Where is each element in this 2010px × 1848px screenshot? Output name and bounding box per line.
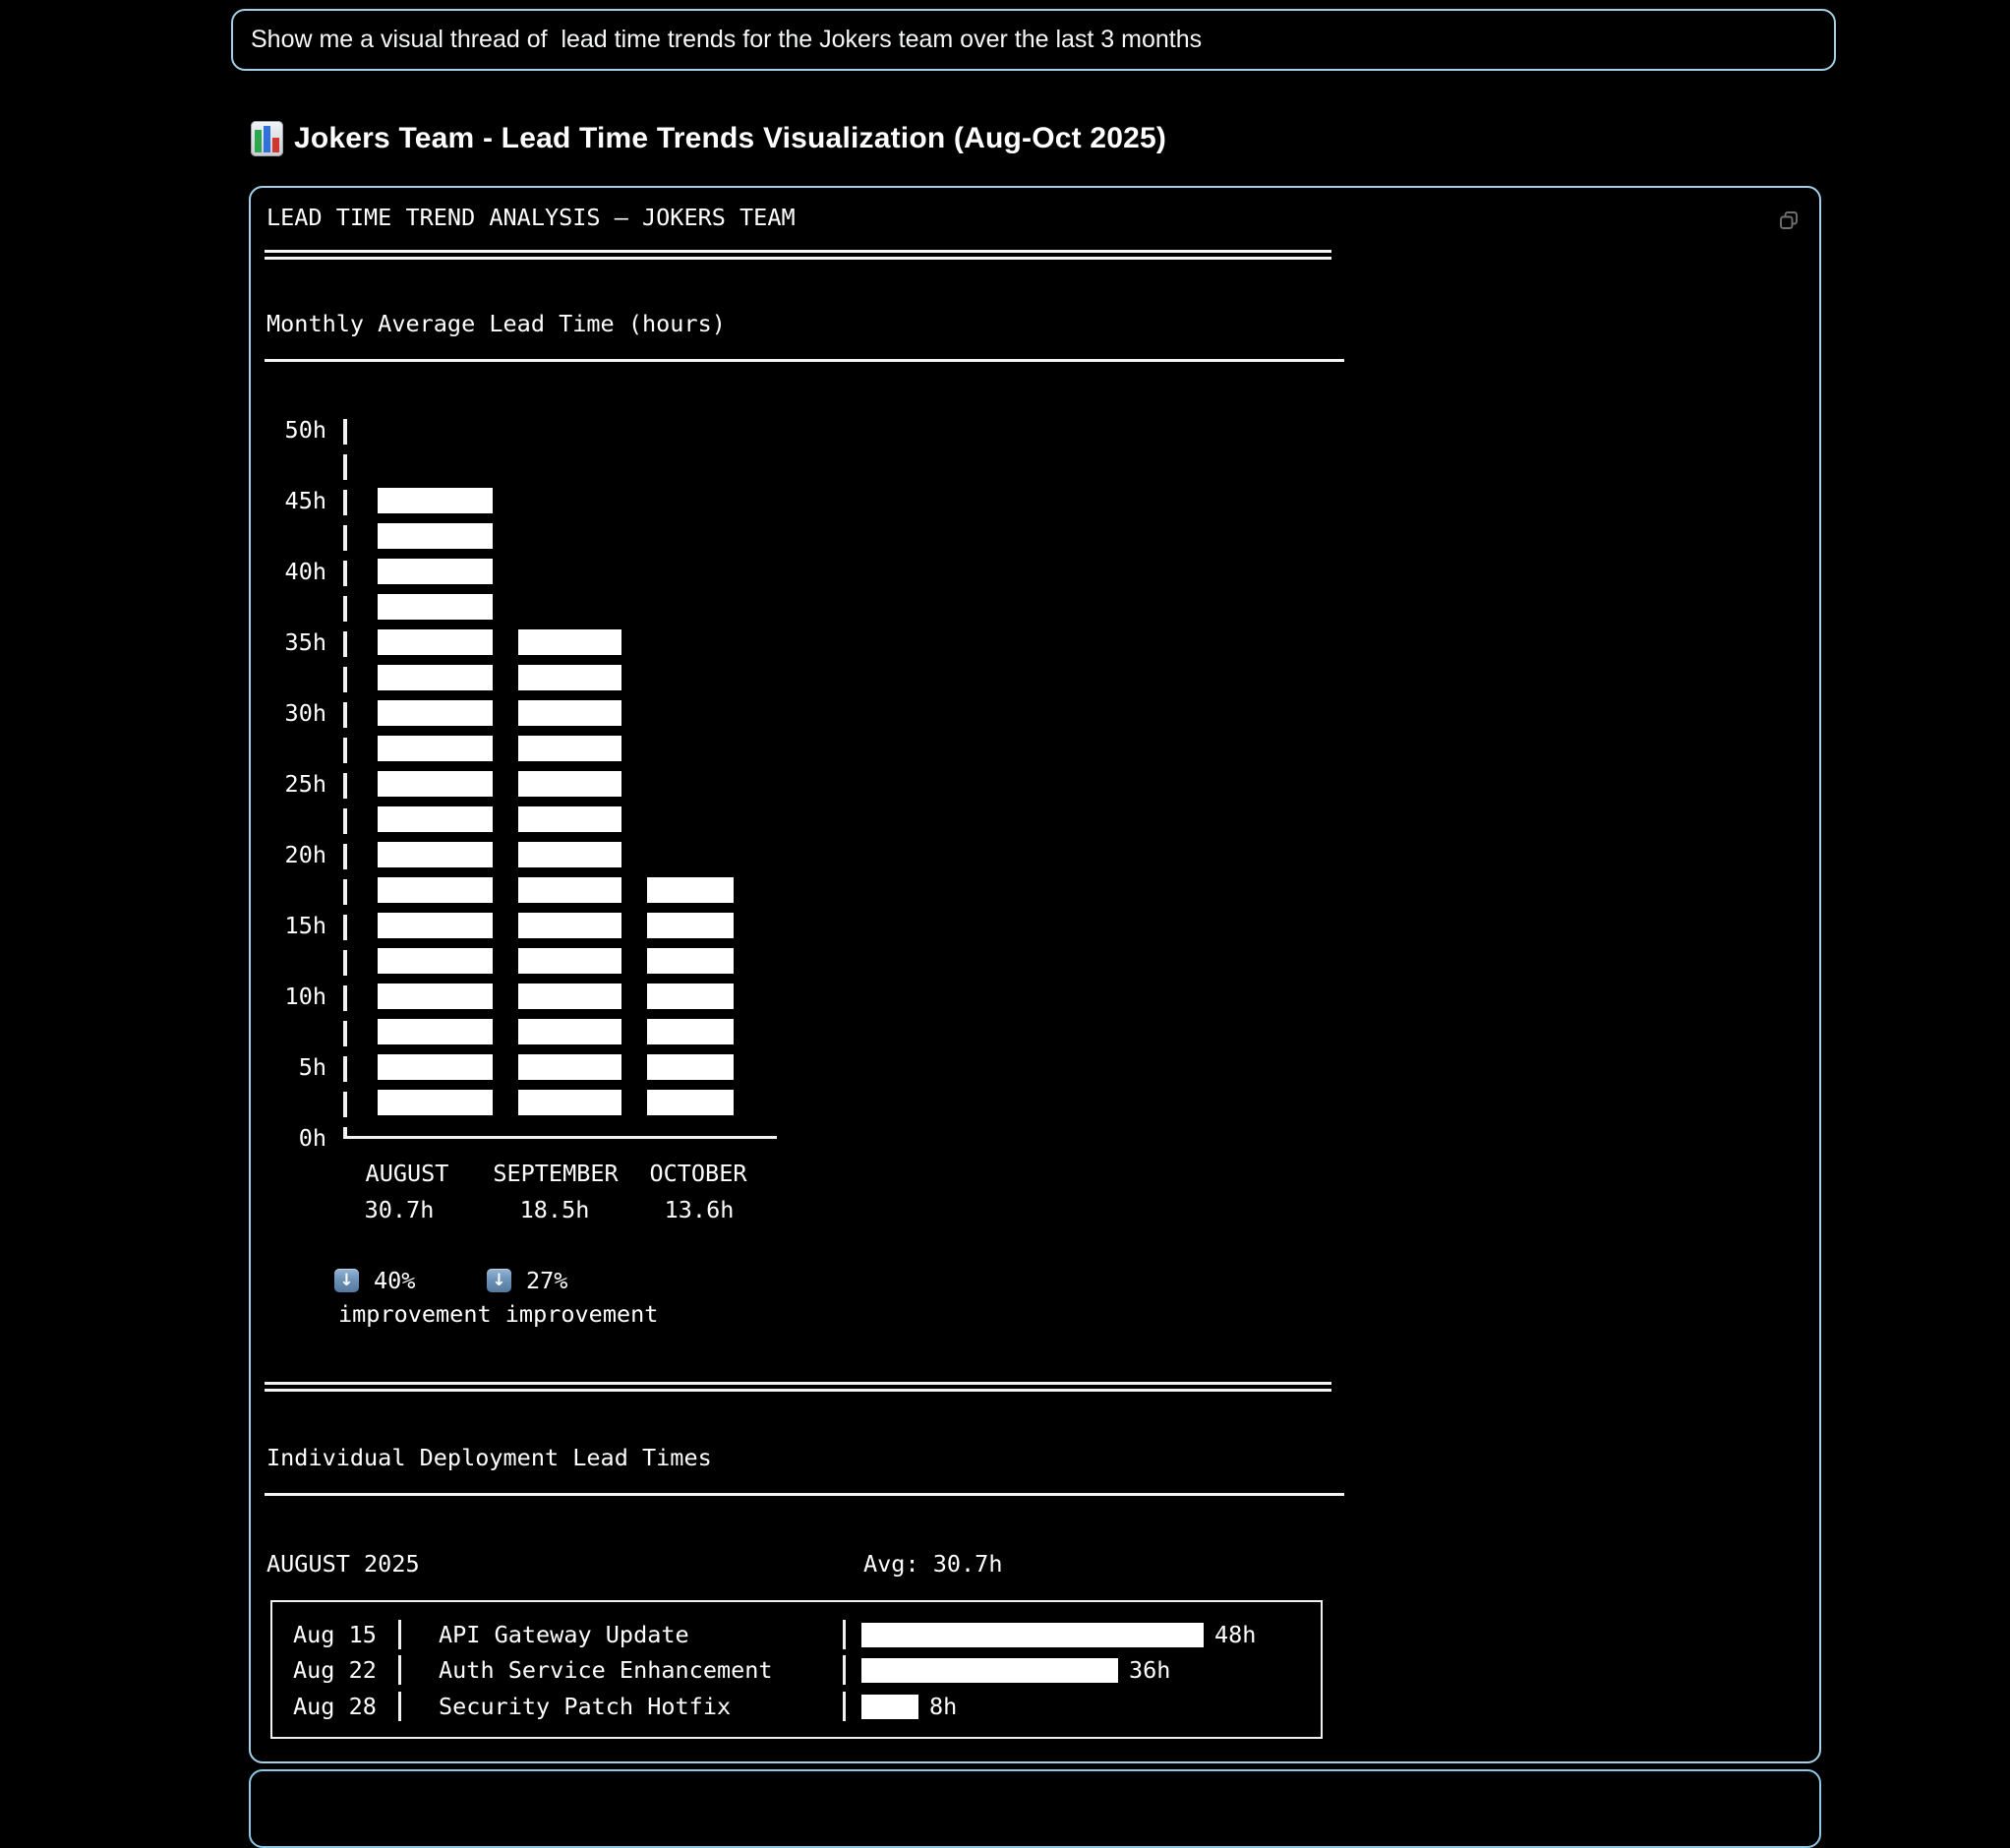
row-hours: 8h: [929, 1693, 958, 1720]
y-tick-label: 0h: [298, 1124, 326, 1152]
bar-segment: [647, 948, 734, 974]
x-axis-baseline: [343, 1136, 777, 1139]
bar-segment: [647, 1019, 734, 1044]
bar-chart-emoji-icon: [251, 121, 283, 156]
bar-segment: [647, 913, 734, 938]
bar-segment: [518, 665, 621, 690]
row-bar: [861, 1695, 918, 1719]
down-arrow-button-icon: ↓: [487, 1269, 511, 1292]
month-avg-label: Avg: 30.7h: [863, 1550, 1003, 1578]
column-separator: [398, 1620, 401, 1649]
y-tick-label: 50h: [284, 416, 326, 444]
y-tick-label: 30h: [284, 699, 326, 727]
bar-segment: [647, 1090, 734, 1115]
bar-segment: [378, 806, 493, 832]
month-label: SEPTEMBER: [493, 1160, 619, 1187]
page-heading: [251, 120, 1166, 157]
bar-segment: [518, 948, 621, 974]
bar-segment: [378, 877, 493, 903]
bar-segment: [518, 1019, 621, 1044]
separator-double: [265, 1382, 1331, 1392]
row-date: Aug 22: [293, 1656, 377, 1684]
prompt-text: Show me a visual thread of lead time trends for the Jokers team over the last 3 months: [251, 26, 1203, 53]
deployments-section-title: Individual Deployment Lead Times: [266, 1444, 712, 1471]
bar-segment: [378, 771, 493, 797]
prompt-input[interactable]: [231, 9, 1836, 71]
y-axis: [343, 419, 347, 1139]
column-separator: [843, 1620, 846, 1649]
column-separator: [843, 1655, 846, 1685]
bar-segment: [518, 984, 621, 1009]
bar-segment: [647, 1054, 734, 1080]
row-hours: 48h: [1214, 1621, 1257, 1648]
y-tick-label: 10h: [284, 983, 326, 1010]
bar-segment: [518, 913, 621, 938]
page-title: Jokers Team - Lead Time Trends Visualization (Aug-Oct 2025): [294, 122, 1167, 154]
bar-segment: [647, 984, 734, 1009]
y-tick-label: 20h: [284, 841, 326, 868]
row-description: Auth Service Enhancement: [439, 1656, 773, 1684]
y-tick-label: 5h: [298, 1053, 326, 1081]
month-header: AUGUST 2025: [266, 1550, 420, 1578]
bar-segment: [378, 665, 493, 690]
bar-segment: [378, 984, 493, 1009]
bar-segment: [518, 629, 621, 655]
improvement-pct: 40%: [374, 1267, 416, 1294]
y-tick-label: 35h: [284, 628, 326, 656]
bar-segment: [378, 559, 493, 584]
month-label: AUGUST: [365, 1160, 449, 1187]
code-block-title: LEAD TIME TREND ANALYSIS — JOKERS TEAM: [266, 204, 796, 231]
separator-single: [265, 359, 1344, 362]
y-tick-label: 45h: [284, 487, 326, 514]
row-description: API Gateway Update: [439, 1621, 689, 1648]
column-separator: [398, 1655, 401, 1685]
month-value-label: 30.7h: [364, 1196, 435, 1223]
month-value-label: 13.6h: [664, 1196, 735, 1223]
deployments-table: [270, 1600, 1323, 1739]
chart-section-title: Monthly Average Lead Time (hours): [266, 310, 726, 337]
bar-segment: [378, 700, 493, 726]
down-arrow-button-icon: ↓: [334, 1269, 359, 1292]
bar-segment: [378, 842, 493, 867]
row-bar: [861, 1623, 1204, 1647]
bar-segment: [378, 488, 493, 513]
column-separator: [843, 1692, 846, 1721]
month-label: OCTOBER: [649, 1160, 747, 1187]
row-date: Aug 28: [293, 1693, 377, 1720]
bar-segment: [518, 877, 621, 903]
bar-segment: [378, 1090, 493, 1115]
bar-segment: [518, 700, 621, 726]
bar-segment: [378, 1054, 493, 1080]
bar-segment: [378, 1019, 493, 1044]
improvement-label: improvement improvement: [338, 1300, 659, 1328]
bar-segment: [518, 1090, 621, 1115]
row-description: Security Patch Hotfix: [439, 1693, 732, 1720]
code-block: [249, 186, 1821, 1763]
bar-segment: [518, 771, 621, 797]
bar-segment: [378, 594, 493, 620]
bar-segment: [378, 629, 493, 655]
next-code-block: [249, 1769, 1821, 1848]
separator-double: [265, 250, 1331, 260]
row-date: Aug 15: [293, 1621, 377, 1648]
bar-segment: [647, 877, 734, 903]
bar-segment: [518, 1054, 621, 1080]
column-separator: [398, 1692, 401, 1721]
separator-single: [265, 1493, 1344, 1496]
copy-button[interactable]: [1774, 206, 1803, 235]
y-tick-label: 15h: [284, 912, 326, 939]
bar-segment: [518, 736, 621, 761]
bar-segment: [378, 913, 493, 938]
bar-segment: [378, 523, 493, 549]
copy-icon: [1777, 209, 1801, 232]
row-bar: [861, 1658, 1118, 1683]
bar-segment: [518, 806, 621, 832]
bar-segment: [378, 736, 493, 761]
y-tick-label: 25h: [284, 770, 326, 798]
bar-segment: [378, 948, 493, 974]
bar-segment: [518, 842, 621, 867]
month-value-label: 18.5h: [519, 1196, 590, 1223]
improvement-pct: 27%: [526, 1267, 568, 1294]
y-tick-label: 40h: [284, 558, 326, 585]
row-hours: 36h: [1129, 1656, 1171, 1684]
